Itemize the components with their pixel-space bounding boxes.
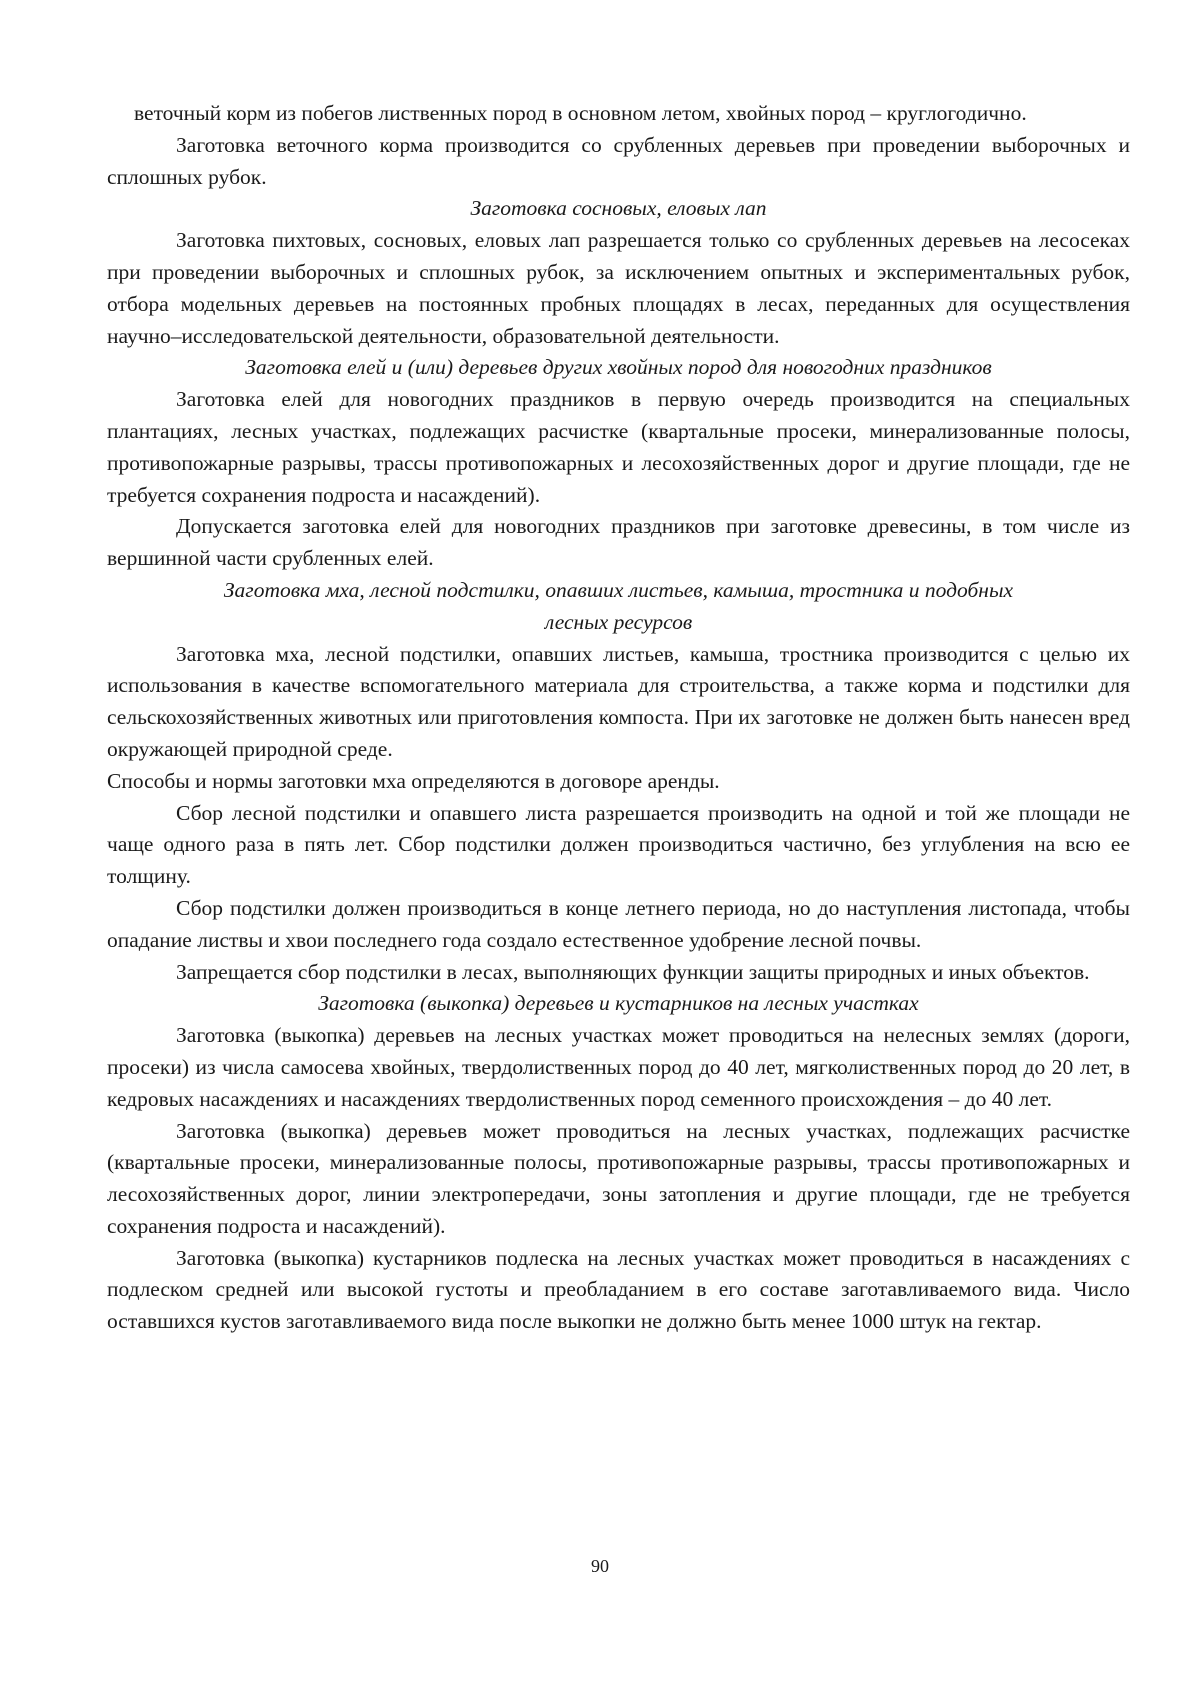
section-heading-moss-litter-cont: лесных ресурсов	[544, 609, 693, 634]
paragraph-branch-feed: Заготовка веточного корма производится со срубленных деревьев при проведении выборочных и сплошных рубок.	[107, 132, 1130, 189]
paragraph-moss-methods: Способы и нормы заготовки мха определяются в договоре аренды.	[107, 768, 720, 793]
paragraph-digging-clearing: Заготовка (выкопка) деревьев может проводиться на лесных участках, подлежащих расчистке (квартальные просеки, минерализованные полосы, противопожарные разрывы, трассы противопожарных и лесохозяйственных дорог, линии электропередачи, зоны затопления и другие площади, где не требуется сохранения подроста и насаждений).	[107, 1118, 1130, 1238]
paragraph-moss-litter: Заготовка мха, лесной подстилки, опавших листьев, камыша, тростника производится с целью их использования в качестве вспомогательного материала для строительства, а также корма и подстилки для сельскохозяйственных животных или приготовления компоста. При их заготовке не должен быть нанесен вред окружающей природной среде.	[107, 641, 1130, 761]
section-heading-pine-spruce-boughs: Заготовка сосновых, еловых лап	[470, 196, 767, 221]
paragraph-boughs: Заготовка пихтовых, сосновых, еловых лап разрешается только со срубленных деревьев на лесосеках при проведении выборочных и сплошных рубок, за исключением опытных и экспериментальных рубок, отбора модельных деревьев на постоянных пробных площадях в лесах, переданных для осуществления научно–исследовательской деятельности, образовательной деятельности.	[107, 228, 1130, 348]
section-heading-new-year-trees: Заготовка елей и (или) деревьев других хвойных пород для новогодних праздников	[245, 355, 992, 380]
paragraph-litter-collection: Сбор лесной подстилки и опавшего листа разрешается производить на одной и той же площади не чаще одного раза в пять лет. Сбор подстилки должен производиться частично, без углубления на всю ее толщину.	[107, 800, 1130, 889]
page-body	[107, 98, 1130, 1338]
paragraph-new-year-trees: Заготовка елей для новогодних праздников в первую очередь производится на специальных плантациях, лесных участках, подлежащих расчистке (квартальные просеки, минерализованные полосы, противопожарные разрывы, трассы противопожарных и лесохозяйственных дорог и другие площади, где не требуется сохранения подроста и насаждений).	[107, 387, 1130, 507]
paragraph-new-year-trees-allowed: Допускается заготовка елей для новогодних праздников при заготовке древесины, в том числе из вершинной части срубленных елей.	[107, 514, 1130, 571]
paragraph-digging-shrubs: Заготовка (выкопка) кустарников подлеска на лесных участках может проводиться в насаждениях с подлеском средней или высокой густоты и преобладанием в его составе заготавливаемого вида. Число оставшихся кустов заготавливаемого вида после выкопки не должно быть менее 1000 штук на гектар.	[107, 1245, 1130, 1334]
page-number: 90	[591, 1556, 609, 1576]
paragraph-digging-trees: Заготовка (выкопка) деревьев на лесных участках может проводиться на нелесных землях (дороги, просеки) из числа самосева хвойных, твердолиственных пород до 40 лет, мягколиственных пород до 20 лет, в кедровых насаждениях и насаждениях твердолиственных пород семенного происхождения – до 40 лет.	[107, 1023, 1130, 1111]
paragraph-litter-timing: Сбор подстилки должен производиться в конце летнего периода, но до наступления листопада, чтобы опадание листвы и хвои последнего года создало естественное удобрение лесной почвы.	[107, 895, 1130, 952]
paragraph-litter-prohibited: Запрещается сбор подстилки в лесах, выполняющих функции защиты природных и иных объектов.	[176, 959, 1090, 984]
section-heading-moss-litter: Заготовка мха, лесной подстилки, опавших листьев, камыша, тростника и подобных	[223, 577, 1014, 602]
section-heading-digging-trees: Заготовка (выкопка) деревьев и кустарников на лесных участках	[318, 991, 919, 1016]
paragraph-continuation: веточный корм из побегов лиственных пород в основном летом, хвойных пород – круглогодично.	[134, 101, 1027, 125]
